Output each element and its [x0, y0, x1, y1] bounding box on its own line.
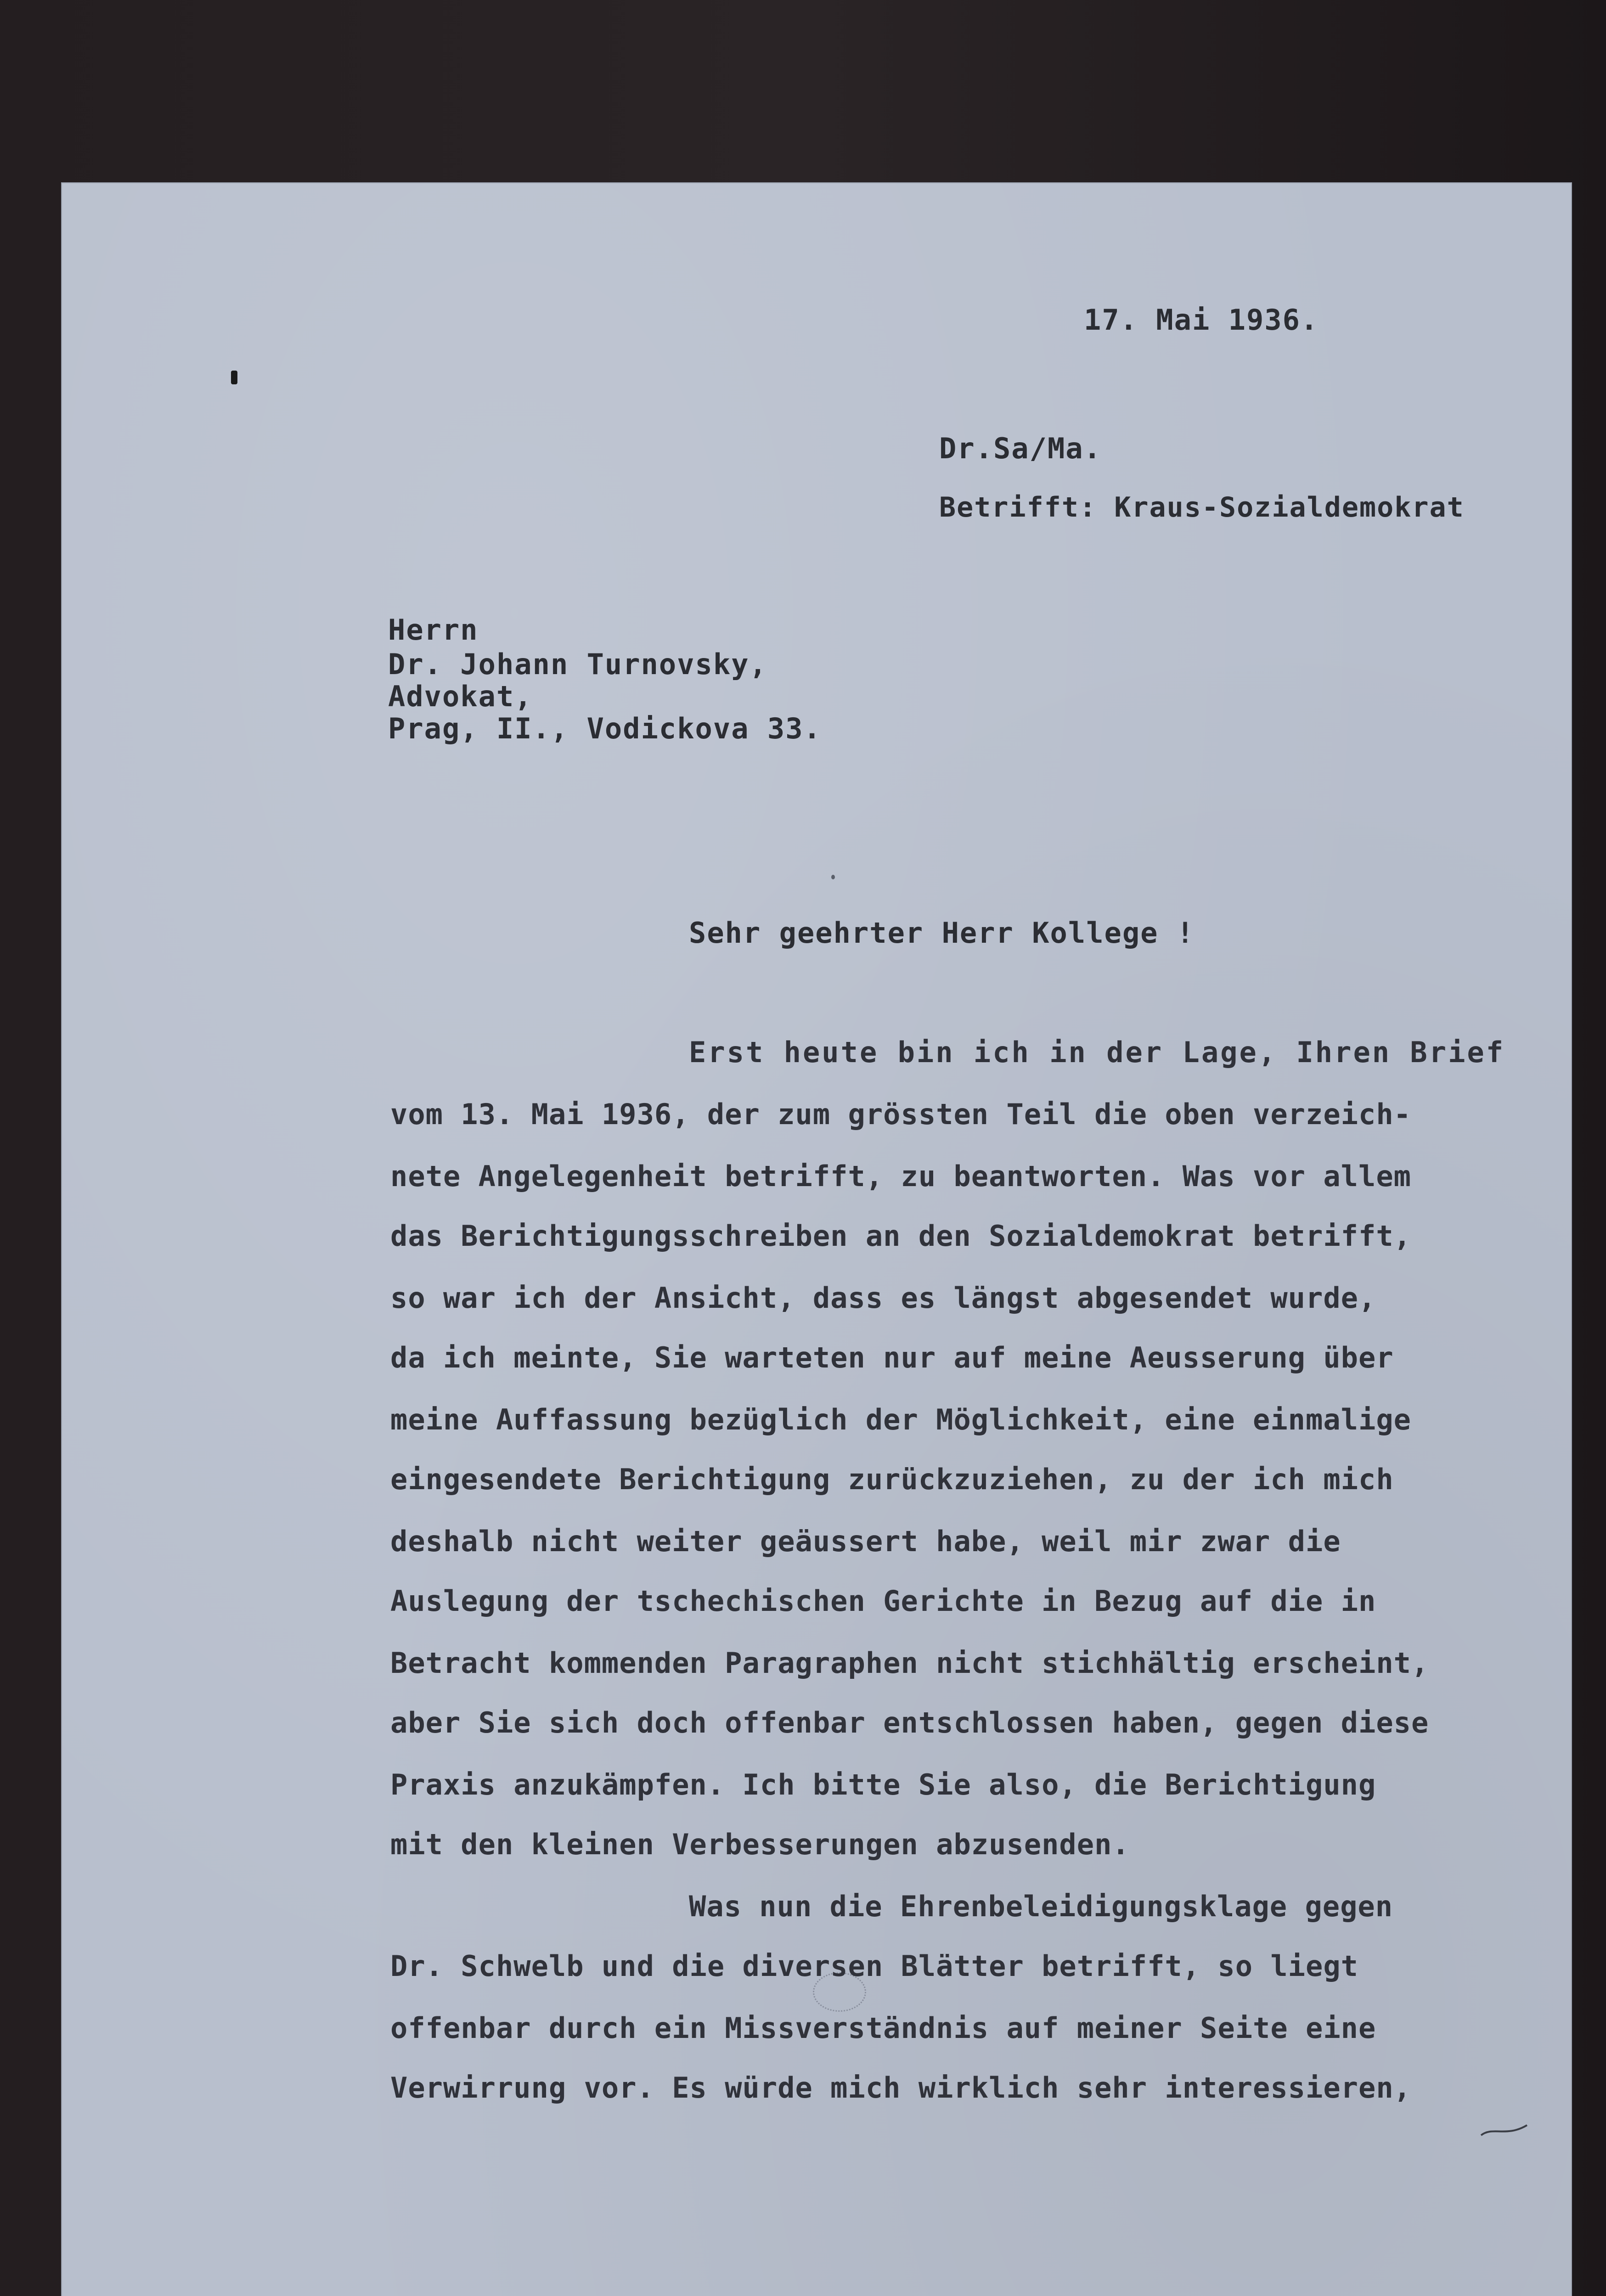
body-line: Praxis anzukämpfen. Ich bitte Sie also, die Berichtigung: [390, 1768, 1376, 1801]
body-line: so war ich der Ansicht, dass es längst abgesendet wurde,: [390, 1281, 1376, 1315]
ink-mark: [231, 371, 237, 384]
body-line: Auslegung der tschechischen Gerichte in Bezug auf die in: [390, 1584, 1376, 1618]
body-line: eingesendete Berichtigung zurückzuziehen, zu der ich mich: [390, 1463, 1394, 1496]
body-line: Dr. Schwelb und die diversen Blätter betrifft, so liegt: [390, 1949, 1358, 1983]
body-line: das Berichtigungsschreiben an den Sozialdemokrat betrifft,: [390, 1219, 1411, 1253]
body-line: meine Auffassung bezüglich der Möglichkeit, eine einmalige: [390, 1403, 1411, 1436]
pencil-squiggle: [1479, 2122, 1529, 2140]
reference-code: Dr.Sa/Ma.: [939, 432, 1102, 465]
body-line: deshalb nicht weiter geäussert habe, weil mir zwar die: [390, 1525, 1341, 1558]
body-line: vom 13. Mai 1936, der zum grössten Teil die oben verzeich-: [390, 1097, 1411, 1131]
body-line: nete Angelegenheit betrifft, zu beantworten. Was vor allem: [390, 1159, 1411, 1193]
body-line: aber Sie sich doch offenbar entschlossen haben, gegen diese: [390, 1706, 1429, 1739]
recipient-line: Herrn: [388, 613, 479, 647]
body-line: Erst heute bin ich in der Lage, Ihren Brief: [689, 1035, 1505, 1069]
salutation: Sehr geehrter Herr Kollege !: [689, 916, 1195, 950]
body-line: Was nun die Ehrenbeleidigungsklage gegen: [689, 1890, 1393, 1923]
recipient-line: Dr. Johann Turnovsky,: [388, 647, 767, 681]
body-line: Betracht kommenden Paragraphen nicht stichhältig erscheint,: [390, 1646, 1429, 1680]
recipient-line: Prag, II., Vodickova 33.: [388, 712, 822, 745]
body-line: offenbar durch ein Missverständnis auf meiner Seite eine: [390, 2011, 1376, 2045]
body-line: Verwirrung vor. Es würde mich wirklich sehr interessieren,: [390, 2071, 1411, 2105]
body-line: da ich meinte, Sie warteten nur auf meine Aeusserung über: [390, 1341, 1394, 1374]
subject-line: Betrifft: Kraus-Sozialdemokrat: [939, 491, 1465, 523]
letter-date: 17. Mai 1936.: [1084, 303, 1319, 337]
body-line: mit den kleinen Verbesserungen abzusenden.: [390, 1828, 1130, 1861]
ink-speck: [831, 875, 835, 879]
recipient-line: Advokat,: [388, 680, 533, 713]
